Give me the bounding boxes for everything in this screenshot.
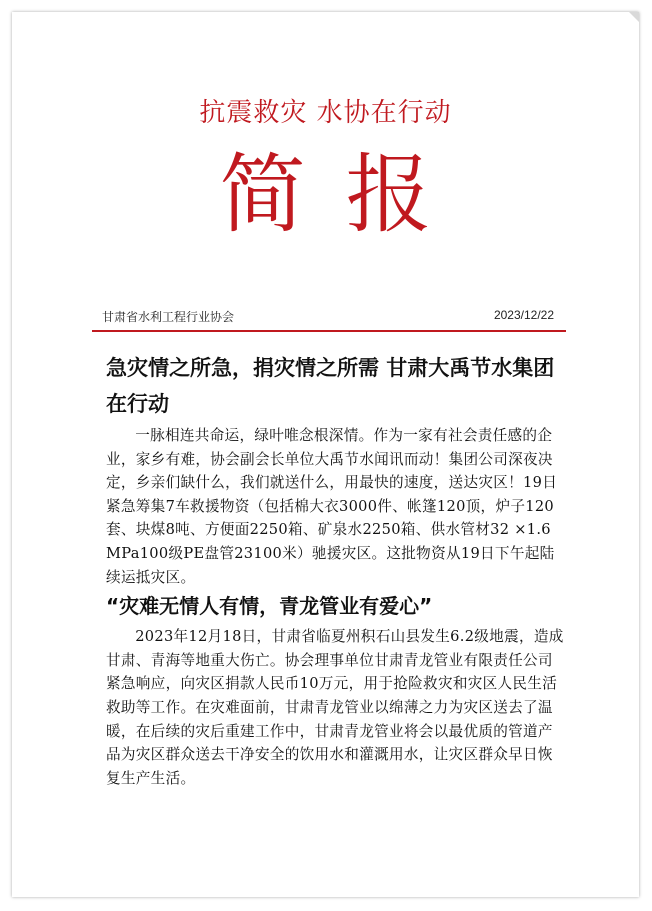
report-meta bbox=[102, 308, 554, 325]
report-date: 2023/12/22 bbox=[493, 308, 554, 322]
article-body-1: 一脉相连共命运，绿叶唯念根深情。作为一家有社会责任感的企业，家乡有难，协会副会长单位大禹节水闻讯而动！集团公司深夜决定，乡亲们缺什么，我们就送什么，用最快的速度，送达灾区！19日紧急筹集7车救援物资（包括棉大衣3000件、帐篷120顶，炉子120套、块煤8吨、方便面2250箱、矿泉水2250箱、供水管材32 ×1.6MPa100级PE盘管23100米）驰援灾区。这批物资从19日下午起陆续运抵灾区。 bbox=[106, 427, 558, 586]
article-body-2: 2023年12月18日，甘肃省临夏州积石山县发生6.2级地震，造成甘肃、青海等地重大伤亡。协会理事单位甘肃青龙管业有限责任公司紧急响应，向灾区捐款人民币10万元，用于抢险救灾和灾区人民生活救助等工作。在灾难面前，甘肃青龙管业以绵薄之力为灾区送去了温暖，在后续的灾后重建工作中，甘肃青龙管业将会以最优质的管道产品为灾区群众送去干净安全的饮用水和灌溉用水，让灾区群众早日恢复生产生活。 bbox=[106, 628, 564, 787]
header-divider bbox=[92, 330, 566, 332]
report-content bbox=[106, 350, 566, 790]
article-heading-1: 急灾情之所急，捐灾情之所需 甘肃大禹节水集团在行动 bbox=[106, 356, 555, 416]
report-title: 简报 bbox=[219, 145, 472, 245]
page-corner-fold bbox=[629, 12, 639, 22]
article-heading-2: “灾难无情人有情，青龙管业有爱心” bbox=[106, 594, 433, 619]
organization-name: 甘肃省水利工程行业协会 bbox=[102, 310, 235, 324]
document-page bbox=[12, 12, 639, 897]
report-subtitle: 抗震救灾 水协在行动 bbox=[199, 98, 452, 128]
